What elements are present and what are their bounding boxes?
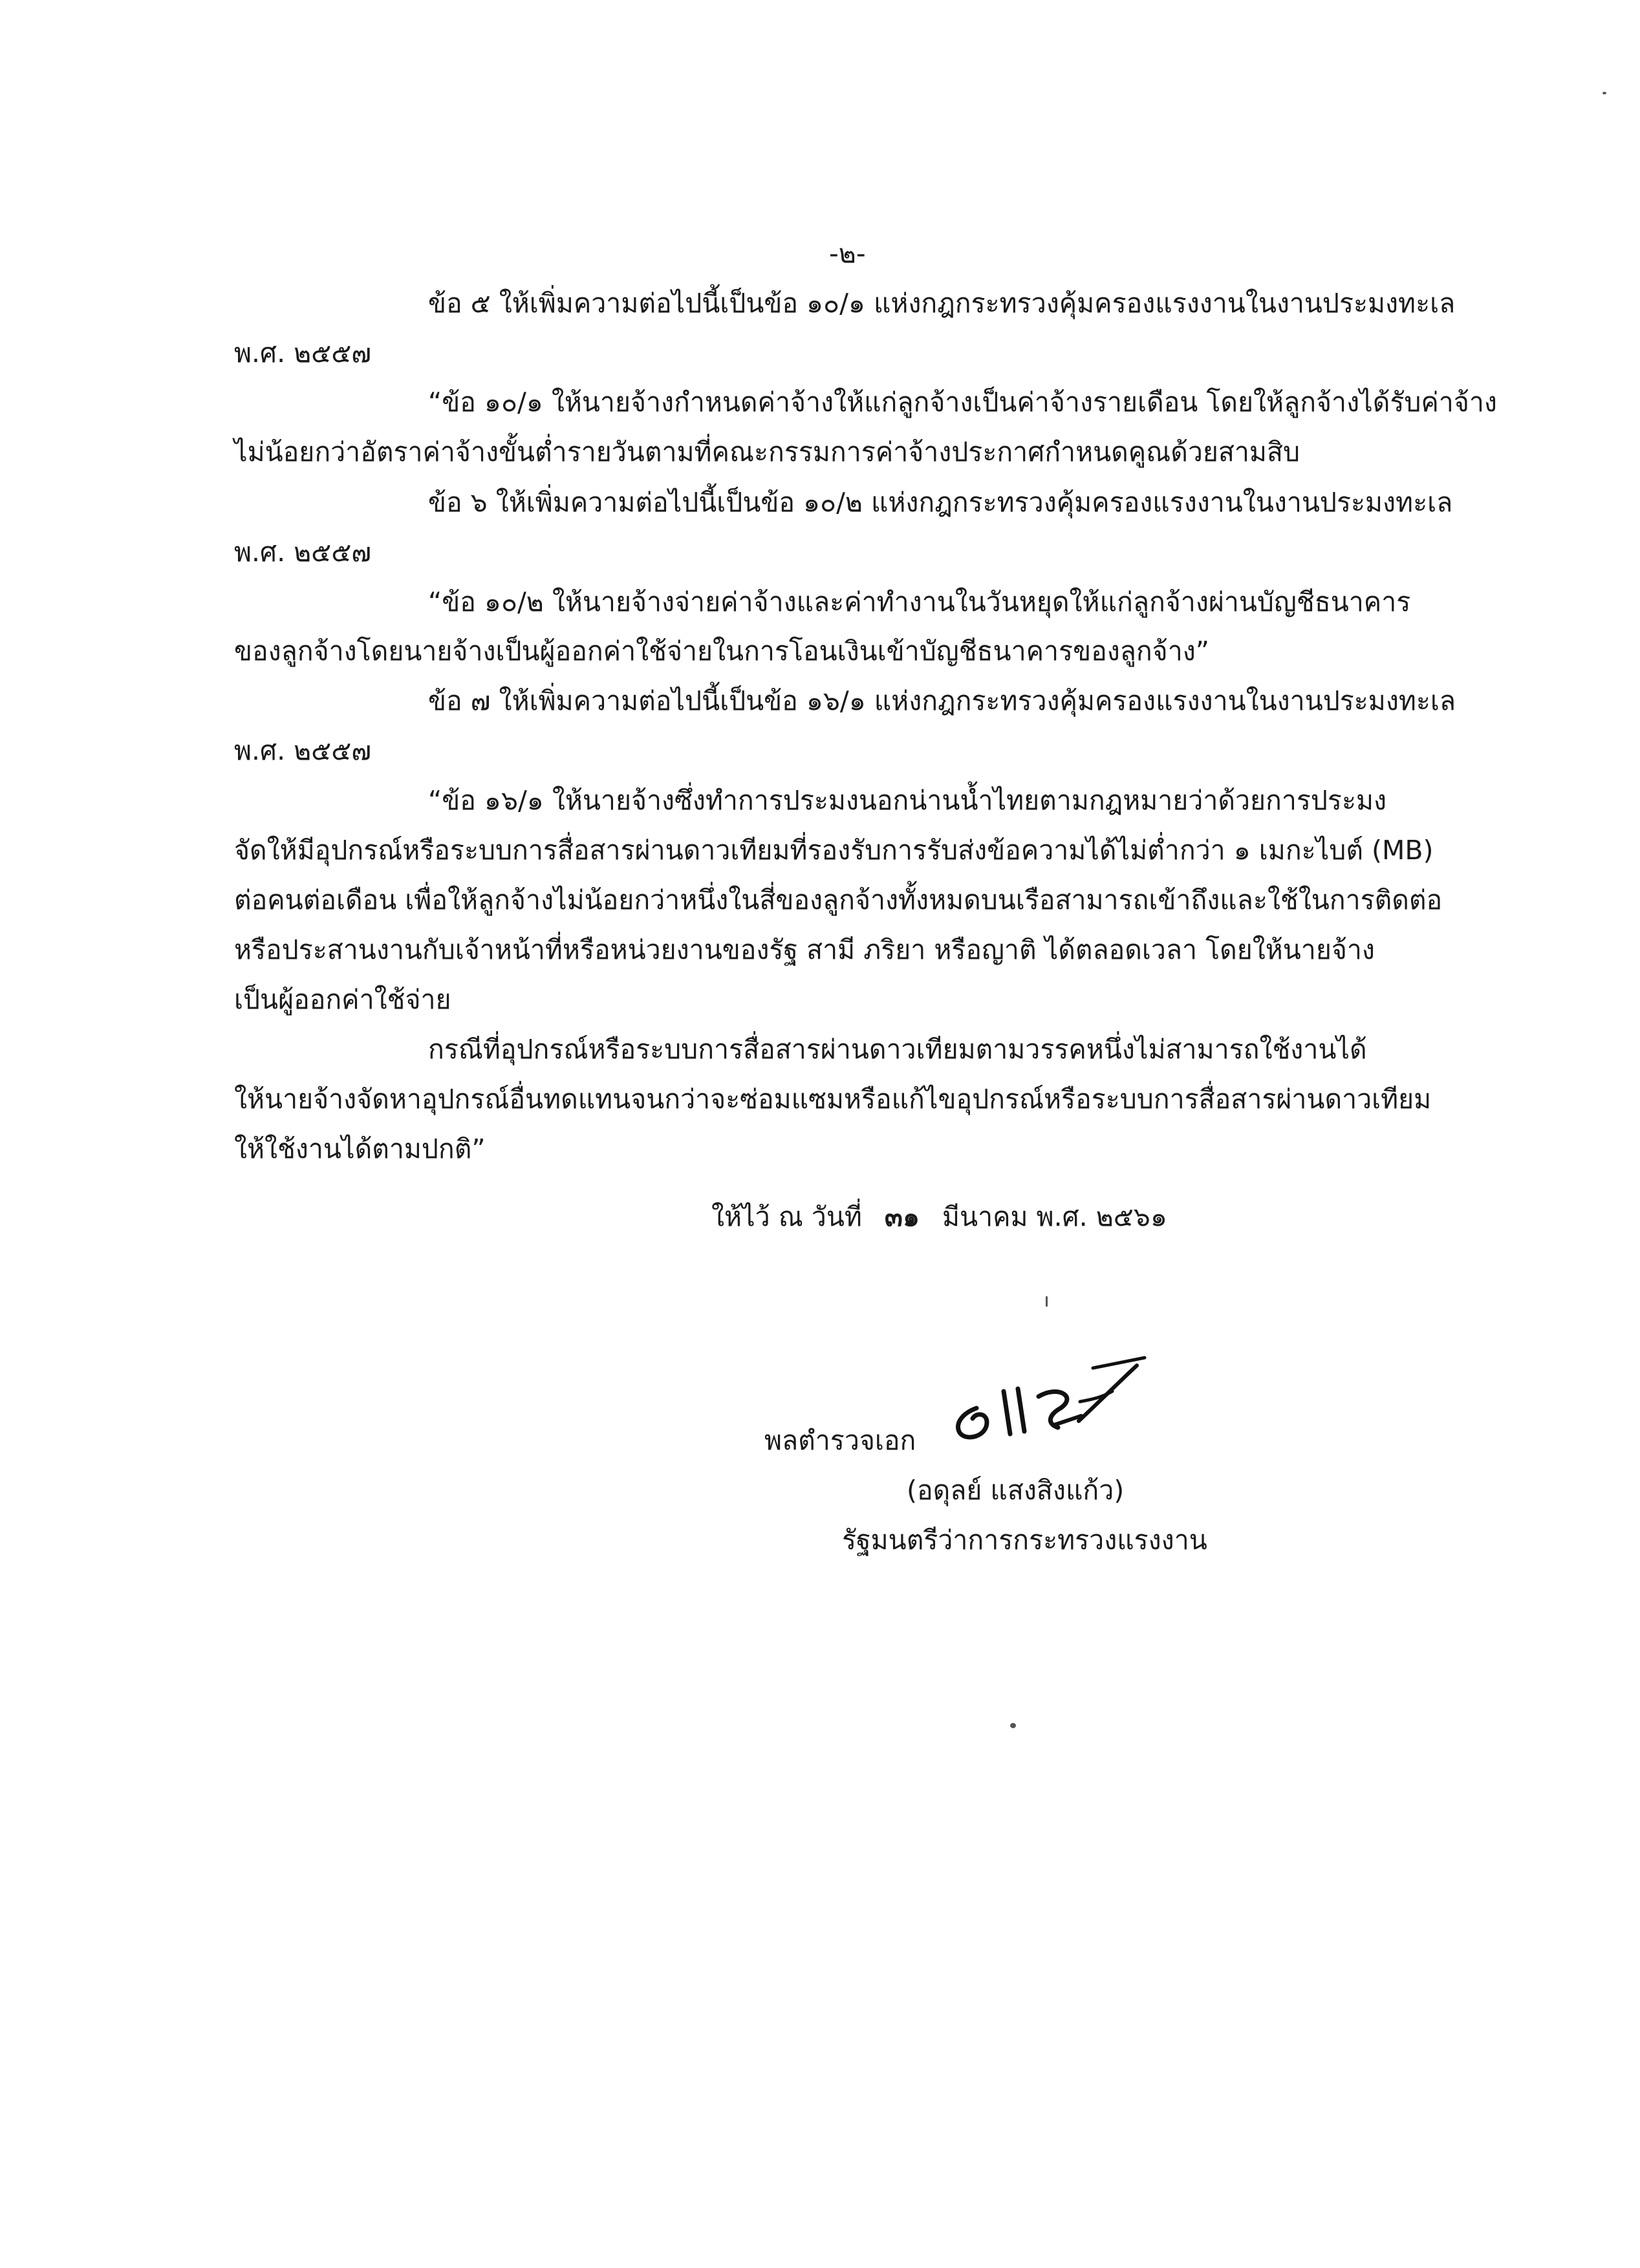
clause-16-1-para-2-line-1: กรณีที่อุปกรณ์หรือระบบการสื่อสารผ่านดาวเทียมตามวรรคหนึ่งไม่สามารถใช้งานได้	[428, 1034, 1367, 1065]
clause-10-1-line-2: ไม่น้อยกว่าอัตราค่าจ้างขั้นต่ำรายวันตามที่คณะกรรมการค่าจ้างประกาศกำหนดคูณด้วยสามสิบ	[234, 436, 1300, 467]
clause-16-1-line-1: “ข้อ ๑๖/๑ ให้นายจ้างซึ่งทำการประมงนอกน่านน้ำไทยตามกฎหมายว่าด้วยการประมง	[428, 785, 1387, 816]
handwritten-signature	[931, 1351, 1164, 1461]
scan-speck	[1046, 1296, 1048, 1307]
clause-7-line-2: พ.ศ. ๒๕๕๗	[234, 735, 372, 766]
clause-5-line-2: พ.ศ. ๒๕๕๗	[234, 337, 372, 369]
date-line	[711, 1201, 1167, 1232]
clause-10-1-line-1: “ข้อ ๑๐/๑ ให้นายจ้างกำหนดค่าจ้างให้แก่ลูกจ้างเป็นค่าจ้างรายเดือน โดยให้ลูกจ้างได้รับค่าจ้าง	[428, 387, 1497, 418]
clause-5-line-1: ข้อ ๕ ให้เพิ่มความต่อไปนี้เป็นข้อ ๑๐/๑ แห่งกฎกระทรวงคุ้มครองแรงงานในงานประมงทะเล	[428, 288, 1456, 319]
signer-name: (อดุลย์ แสงสิงแก้ว)	[907, 1475, 1125, 1506]
clause-10-2-line-1: “ข้อ ๑๐/๒ ให้นายจ้างจ่ายค่าจ้างและค่าทำงานในวันหยุดให้แก่ลูกจ้างผ่านบัญชีธนาคาร	[428, 586, 1411, 617]
clause-10-2-line-2: ของลูกจ้างโดยนายจ้างเป็นผู้ออกค่าใช้จ่ายในการโอนเงินเข้าบัญชีธนาคารของลูกจ้าง”	[234, 636, 1209, 667]
page-number: -๒-	[829, 238, 866, 269]
clause-16-1-line-2: จัดให้มีอุปกรณ์หรือระบบการสื่อสารผ่านดาวเทียมที่รองรับการรับส่งข้อความได้ไม่ต่ำกว่า ๑ เมกะไบต์ (MB)	[234, 835, 1434, 866]
signer-position: รัฐมนตรีว่าการกระทรวงแรงงาน	[842, 1524, 1207, 1556]
clause-16-1-para-2-line-3: ให้ใช้งานได้ตามปกติ”	[234, 1133, 486, 1164]
clause-6-line-1: ข้อ ๖ ให้เพิ่มความต่อไปนี้เป็นข้อ ๑๐/๒ แห่งกฎกระทรวงคุ้มครองแรงงานในงานประมงทะเล	[428, 487, 1453, 518]
date-day: ๓๑	[884, 1201, 920, 1232]
clause-7-line-1: ข้อ ๗ ให้เพิ่มความต่อไปนี้เป็นข้อ ๑๖/๑ แห่งกฎกระทรวงคุ้มครองแรงงานในงานประมงทะเล	[428, 685, 1456, 716]
date-suffix: มีนาคม พ.ศ. ๒๕๖๑	[942, 1201, 1167, 1232]
scan-speck	[1602, 92, 1606, 94]
clause-16-1-line-3: ต่อคนต่อเดือน เพื่อให้ลูกจ้างไม่น้อยกว่าหนึ่งในสี่ของลูกจ้างทั้งหมดบนเรือสามารถเข้าถึงและใช้ในการติดต่อ	[234, 884, 1443, 915]
signer-rank: พลตำรวจเอก	[764, 1425, 916, 1456]
scan-speck	[1010, 1723, 1016, 1728]
clause-16-1-para-2-line-2: ให้นายจ้างจัดหาอุปกรณ์อื่นทดแทนจนกว่าจะซ่อมแซมหรือแก้ไขอุปกรณ์หรือระบบการสื่อสารผ่านดาวเทียม	[234, 1084, 1432, 1115]
date-prefix: ให้ไว้ ณ วันที่	[711, 1201, 862, 1232]
clause-16-1-line-4: หรือประสานงานกับเจ้าหน้าที่หรือหน่วยงานของรัฐ สามี ภริยา หรือญาติ ได้ตลอดเวลา โดยให้นายจ้าง	[234, 934, 1375, 965]
clause-16-1-line-5: เป็นผู้ออกค่าใช้จ่าย	[234, 984, 451, 1015]
clause-6-line-2: พ.ศ. ๒๕๕๗	[234, 537, 372, 568]
